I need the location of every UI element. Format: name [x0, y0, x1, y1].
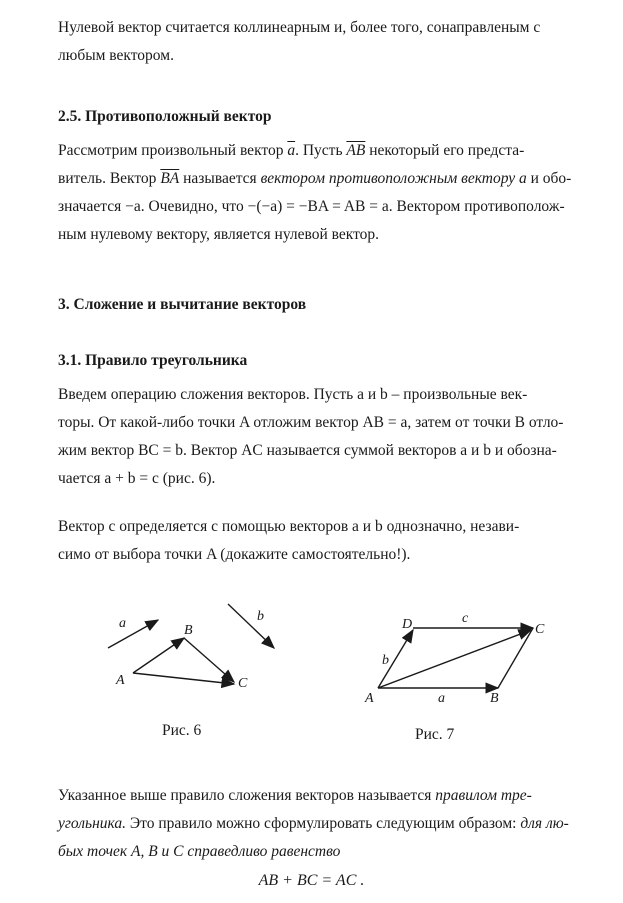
para-3-1-line-4: чается a + b = c (рис. 6). [58, 470, 216, 487]
fig7-label-a: a [438, 691, 445, 706]
fig7-label-b: b [382, 653, 389, 668]
caption-fig-6: Рис. 6 [162, 722, 202, 739]
caption-fig-7: Рис. 7 [415, 726, 455, 743]
paragraph-triangle-rule [58, 381, 603, 493]
figure-6-triangle [108, 604, 274, 684]
fig7-label-c: c [462, 611, 469, 626]
para-3-1-line-3: жим вектор BC = b. Вектор AC называется суммой векторов a и b и обозна- [58, 442, 557, 459]
fig6-label-a: a [119, 616, 126, 631]
formula-text: AB + BC = AC . [258, 872, 365, 889]
figures-svg [0, 590, 623, 740]
heading-3: 3. Сложение и вычитание векторов [58, 296, 307, 313]
intro-line-1: Нулевой вектор считается коллинеарным и, более того, сонаправленым с [58, 19, 541, 36]
figures-row [0, 590, 623, 743]
para-2-5-line-2: витель. Вектор $\overline{BA}$ называется вектором противоположным вектору a и обо- [58, 170, 572, 187]
paragraph-triangle-rule-statement [58, 782, 603, 866]
side-bc [498, 628, 533, 688]
para-3-1-line-6: симо от выбора точки A (докажите самостоятельно!). [58, 546, 411, 563]
heading-2-5: 2.5. Противоположный вектор [58, 108, 272, 125]
fig7-label-C: C [535, 622, 545, 637]
para-2-5-line-3: значается −a. Очевидно, что −(−a) = −BA = AB = a. Вектором противополож- [58, 198, 565, 215]
triangle-rule-formula [0, 872, 623, 890]
para-3-1-line-1: Введем операцию сложения векторов. Пусть a и b – произвольные век- [58, 386, 528, 403]
para-3-1-line-2: торы. От какой-либо точки A отложим вектор AB = a, затем от точки B отло- [58, 414, 564, 431]
bottom-line-3: бых точек A, B и C справедливо равенство [58, 843, 341, 860]
paragraph-vector-c [58, 513, 603, 569]
fig6-label-b: b [257, 609, 264, 624]
fig6-label-B: B [184, 623, 193, 638]
fig6-label-C: C [238, 676, 248, 691]
heading-3-1: 3.1. Правило треугольника [58, 352, 248, 369]
vector-b-free-arrow [228, 604, 274, 648]
fig7-label-B: B [490, 691, 499, 706]
bottom-line-1: Указанное выше правило сложения векторов называется правилом тре- [58, 787, 532, 804]
vector-ab-arrow [133, 638, 184, 673]
fig7-label-D: D [402, 617, 413, 632]
fig6-label-A: A [116, 673, 125, 688]
bottom-line-2: угольника. Это правило можно сформулировать следующим образом: для лю- [58, 815, 569, 832]
vector-ac-arrow [133, 673, 234, 684]
para-2-5-line-1: Рассмотрим произвольный вектор $\overline{a}$. Пусть $\overline{AB}$ некоторый его предста- [58, 142, 525, 159]
intro-paragraph [58, 14, 603, 70]
diagonal-ac-arrow [378, 630, 531, 688]
vector-bc-arrow [184, 638, 234, 682]
figure-7-parallelogram [378, 628, 533, 688]
fig7-label-A: A [365, 691, 374, 706]
vector-a-free-arrow [108, 620, 158, 648]
paragraph-opposite-vector [58, 137, 603, 249]
para-3-1-line-5: Вектор c определяется с помощью векторов a и b однозначно, незави- [58, 518, 520, 535]
para-2-5-line-4: ным нулевому вектору, является нулевой вектор. [58, 226, 380, 243]
intro-line-2: любым вектором. [58, 47, 174, 64]
